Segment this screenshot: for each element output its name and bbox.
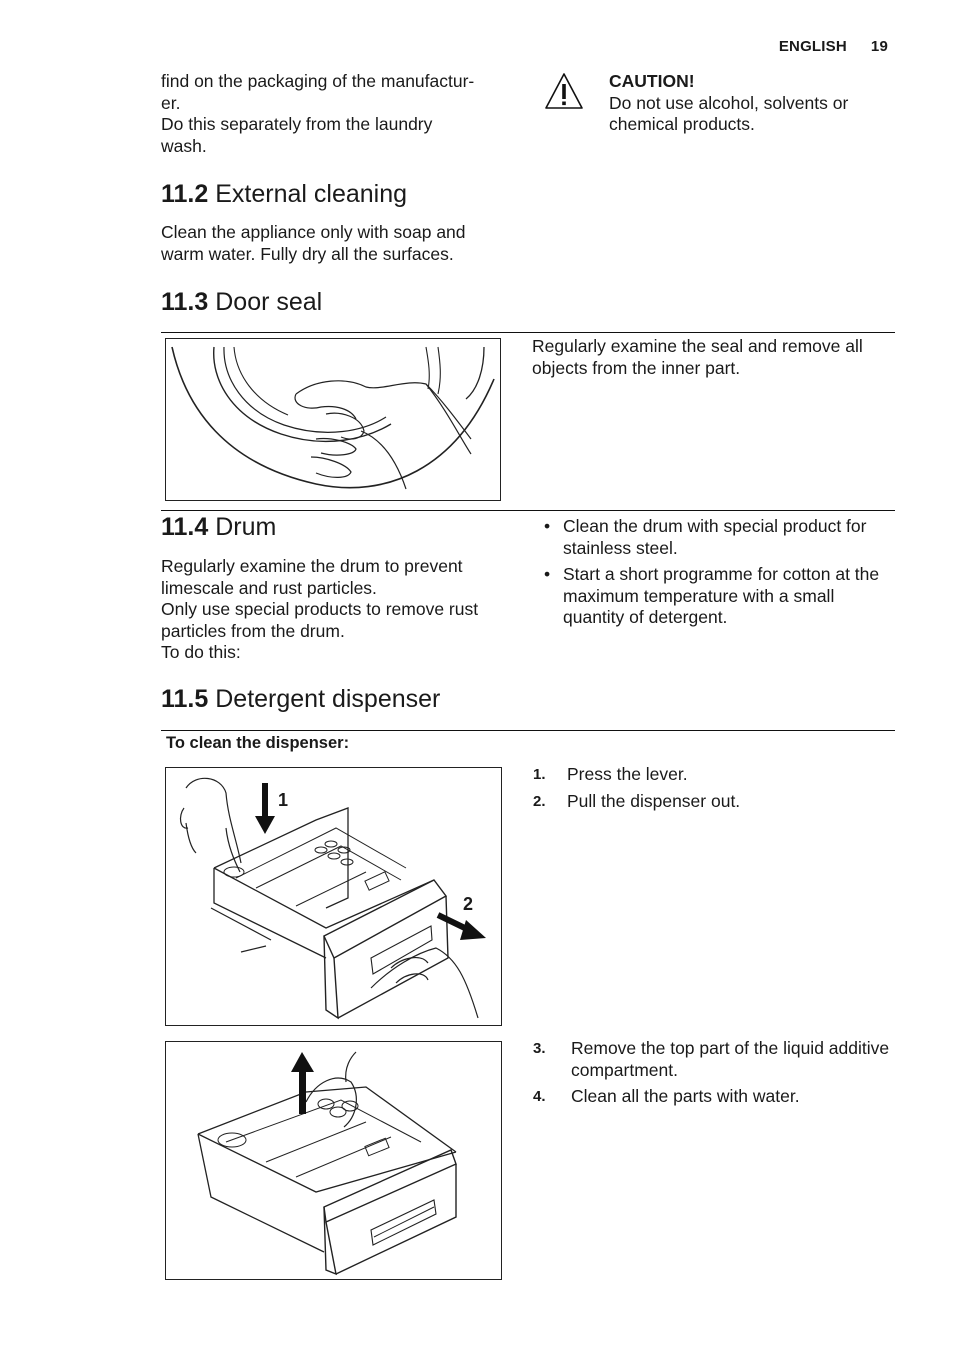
drum-text: [161, 556, 521, 664]
section-title: Door seal: [215, 288, 323, 316]
step-number: 2.: [533, 792, 546, 810]
dispenser-subheading: To clean the dispenser:: [166, 734, 350, 752]
figure-step-label: 2: [463, 894, 474, 914]
dispenser-pull-out-drawing: [166, 768, 501, 1025]
list-item: • Clean the drum with special product for stainless steel.: [533, 516, 893, 559]
section-heading-detergent-dispenser: [161, 685, 440, 714]
section-divider: [161, 510, 895, 511]
intro-paragraph: [161, 71, 521, 157]
external-cleaning-text: Clean the appliance only with soap and warm water. Fully dry all the surfaces.: [161, 222, 466, 264]
warning-triangle-icon: [543, 71, 585, 111]
section-number: 11.2: [161, 180, 209, 208]
drum-bullet-list: [533, 516, 893, 634]
step-text: Pull the dispenser out.: [567, 790, 741, 811]
step-text: Remove the top part of the liquid additive compartment.: [571, 1038, 890, 1080]
section-number: 11.4: [161, 513, 209, 541]
section-heading-external-cleaning: [161, 180, 407, 209]
caution-title: CAUTION!: [609, 71, 695, 91]
intro-line: er.: [161, 92, 181, 113]
list-item: [533, 1086, 893, 1108]
list-item: [533, 791, 893, 813]
dispenser-pull-out-illustration: [165, 767, 502, 1026]
caution-block: [609, 71, 899, 136]
list-item: [533, 764, 893, 786]
step-text: Clean all the parts with water.: [571, 1086, 800, 1106]
section-number: 11.5: [161, 685, 209, 713]
caution-text: Do not use alcohol, solvents or chemical products.: [609, 92, 849, 134]
dispenser-steps-b: [533, 1038, 893, 1113]
header-language: ENGLISH: [778, 38, 847, 55]
section-title: Detergent dispenser: [215, 685, 441, 713]
drum-paragraph: To do this:: [161, 642, 241, 662]
section-divider: [161, 332, 895, 333]
figure-step-label: 1: [278, 790, 289, 810]
intro-line: Do this separately from the laundry: [161, 114, 433, 134]
dispenser-steps-a: [533, 764, 893, 817]
section-heading-door-seal: [161, 288, 322, 317]
intro-line: find on the packaging of the manufactur-: [161, 71, 475, 91]
door-seal-illustration: [165, 338, 501, 501]
door-seal-drawing: [166, 339, 500, 500]
page-number: 19: [870, 38, 888, 55]
section-number: 11.3: [161, 288, 209, 316]
section-heading-drum: [161, 513, 276, 542]
section-title: External cleaning: [215, 180, 408, 208]
drum-paragraph: Regularly examine the drum to prevent limescale and rust particles.: [161, 556, 463, 598]
step-text: Press the lever.: [567, 764, 688, 784]
dispenser-remove-part-drawing: [166, 1042, 501, 1279]
section-title: Drum: [215, 513, 277, 541]
step-number: 4.: [533, 1088, 546, 1105]
intro-line: wash.: [161, 135, 207, 156]
door-seal-text: Regularly examine the seal and remove all objects from the inner part.: [532, 336, 863, 378]
step-number: 3.: [533, 1040, 546, 1057]
drum-paragraph: Only use special products to remove rust particles from the drum.: [161, 599, 479, 641]
section-divider: [161, 730, 895, 731]
dispenser-remove-part-illustration: [165, 1041, 502, 1280]
list-item: [533, 1038, 893, 1081]
step-number: 1.: [533, 766, 546, 783]
page-header: [755, 38, 888, 55]
list-item: • Start a short programme for cotton at the maximum temperature with a small quantity of detergent.: [533, 564, 893, 629]
